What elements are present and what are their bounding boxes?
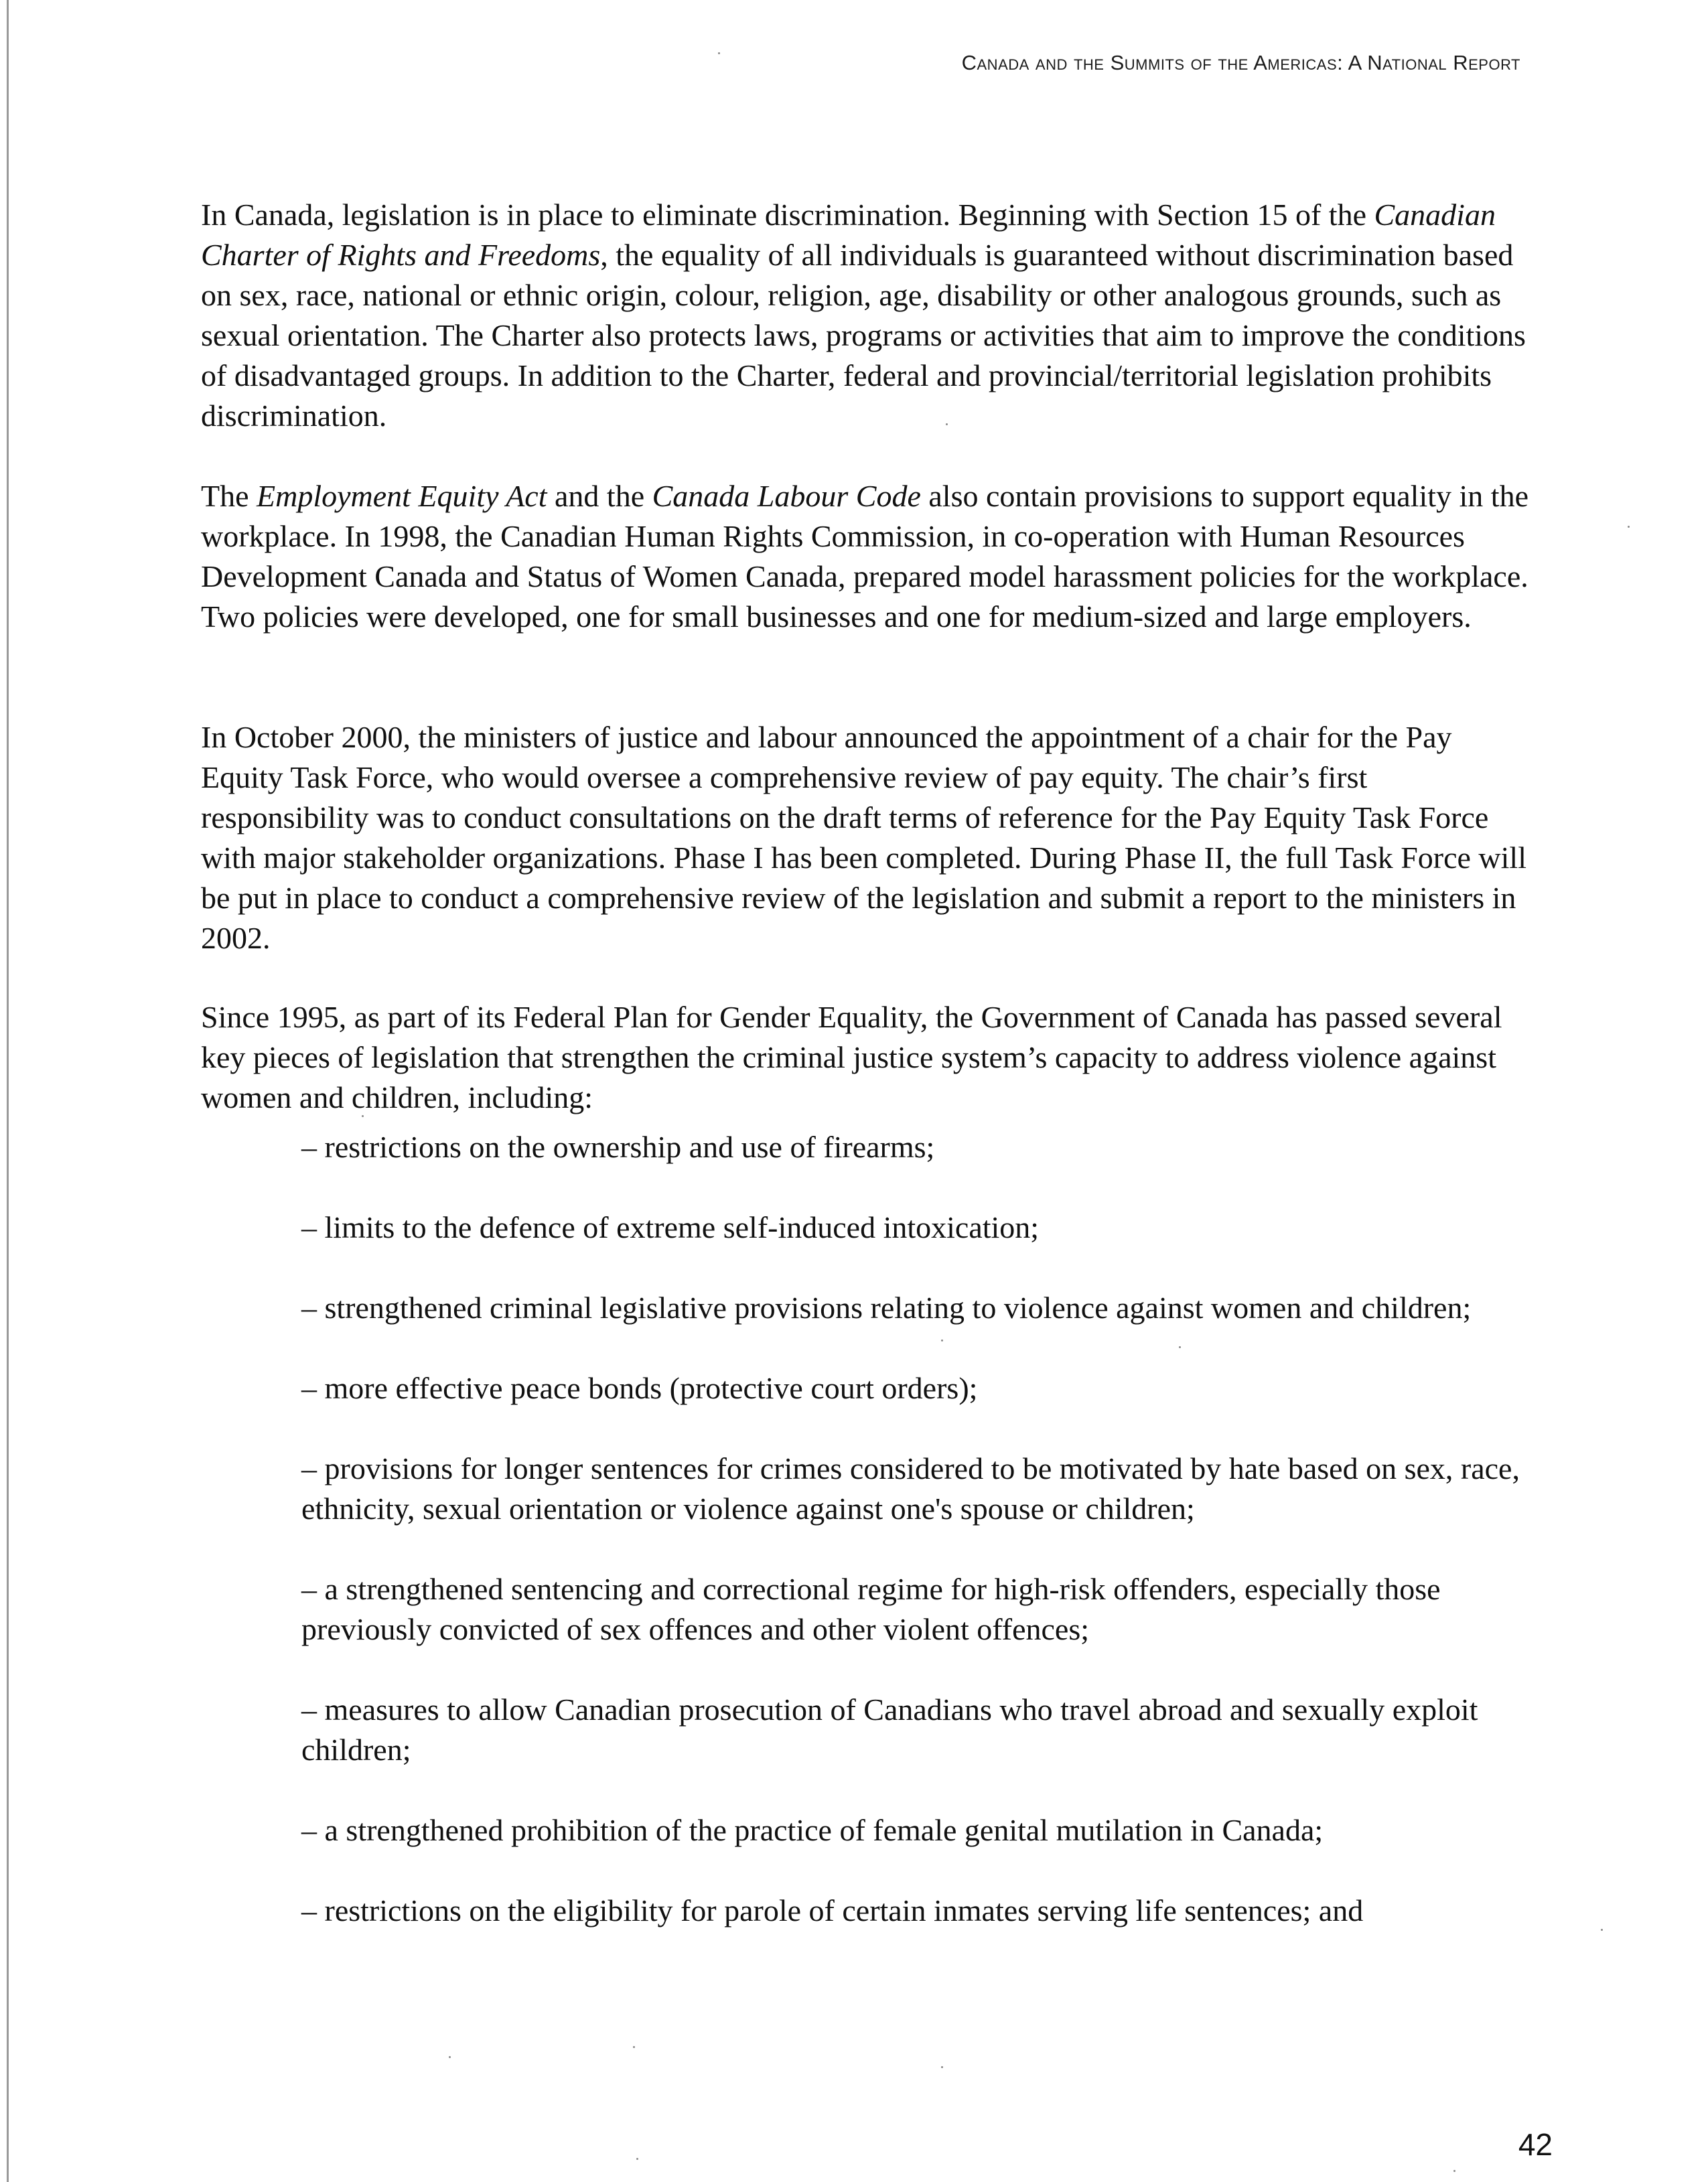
list-item: – provisions for longer sentences for crimes considered to be motivated by hate based on sex, race, ethnicity, sexual orientation or violence against one's spouse or children;	[301, 1451, 1520, 1526]
scan-speck	[362, 1115, 364, 1117]
scan-speck	[941, 1339, 943, 1341]
scan-speck	[1453, 2170, 1455, 2172]
paragraph-charter	[201, 195, 1534, 436]
list-item: – a strengthened sentencing and correctional regime for high-risk offenders, especially those previously convicted of sex offences and other violent offences;	[301, 1572, 1441, 1646]
list-item: – more effective peace bonds (protective court orders);	[301, 1371, 978, 1405]
paragraph-employment-equity	[201, 476, 1534, 637]
canada-labour-code-italic: Canada Labour Code	[652, 479, 921, 513]
scan-speck	[449, 2056, 451, 2058]
list-item: – strengthened criminal legislative provisions relating to violence against women and children;	[301, 1291, 1472, 1325]
scan-edge-line	[7, 0, 9, 2182]
scan-speck	[946, 423, 948, 425]
paragraph-employment-text-2: and the	[547, 479, 652, 513]
running-header: Canada and the Summits of the Americas: A National Report	[961, 51, 1520, 74]
list-item: – measures to allow Canadian prosecution of Canadians who travel abroad and sexually exploit children;	[301, 1692, 1478, 1767]
scan-speck	[941, 2066, 943, 2068]
scan-speck	[633, 2046, 635, 2048]
list-item: – a strengthened prohibition of the practice of female genital mutilation in Canada;	[301, 1813, 1324, 1847]
employment-equity-act-italic: Employment Equity Act	[257, 479, 547, 513]
paragraph-employment-text-1: The	[201, 479, 257, 513]
scan-speck	[1628, 526, 1630, 528]
paragraph-employment-text-3: also contain provisions to support equality in the workplace. In 1998, the Canadian Human Rights Commission, in co-operation with Human Resources Development Canada and Status of Women Canada, prepared model harassment policies for the workplace. Two policies were developed, one for small businesses and one for medium-sized and large employers.	[201, 479, 1528, 634]
paragraph-gender-equality: Since 1995, as part of its Federal Plan for Gender Equality, the Government of Canada has passed several key pieces of legislation that strengthen the criminal justice system’s capacity to address violence against women and children, including:	[201, 1000, 1502, 1114]
list-item: – limits to the defence of extreme self-induced intoxication;	[301, 1210, 1040, 1244]
list-item: – restrictions on the ownership and use of firearms;	[301, 1130, 935, 1164]
scan-speck	[1601, 1929, 1603, 1931]
scan-speck	[636, 2158, 638, 2160]
list-item: – restrictions on the eligibility for parole of certain inmates serving life sentences; and	[301, 1893, 1364, 1928]
charter-title-italic: Canadian Charter of Rights and Freedoms	[201, 198, 1496, 272]
paragraph-charter-text-1: In Canada, legislation is in place to eliminate discrimination. Beginning with Section 15 of the	[201, 198, 1374, 232]
page-number: 42	[1518, 2127, 1553, 2162]
scan-speck	[718, 52, 720, 54]
paragraph-pay-equity: In October 2000, the ministers of justice and labour announced the appointment of a chair for the Pay Equity Task Force, who would oversee a comprehensive review of pay equity. The chair’s first responsibility was to conduct consultations on the draft terms of reference for the Pay Equity Task Force with major stakeholder organizations. Phase I has been completed. During Phase II, the full Task Force will be put in place to conduct a comprehensive review of the legislation and submit a report to the ministers in 2002.	[201, 720, 1526, 955]
legislation-list	[301, 1127, 1541, 1971]
scan-speck	[1179, 1346, 1181, 1348]
paragraph-charter-text-2: , the equality of all individuals is guaranteed without discrimination based on sex, race, national or ethnic origin, colour, religion, age, disability or other analogous grounds, such as sexual orientation. The Charter also protects laws, programs or activities that aim to improve the conditions of disadvantaged groups. In addition to the Charter, federal and provincial/territorial legislation prohibits discrimination.	[201, 238, 1526, 433]
